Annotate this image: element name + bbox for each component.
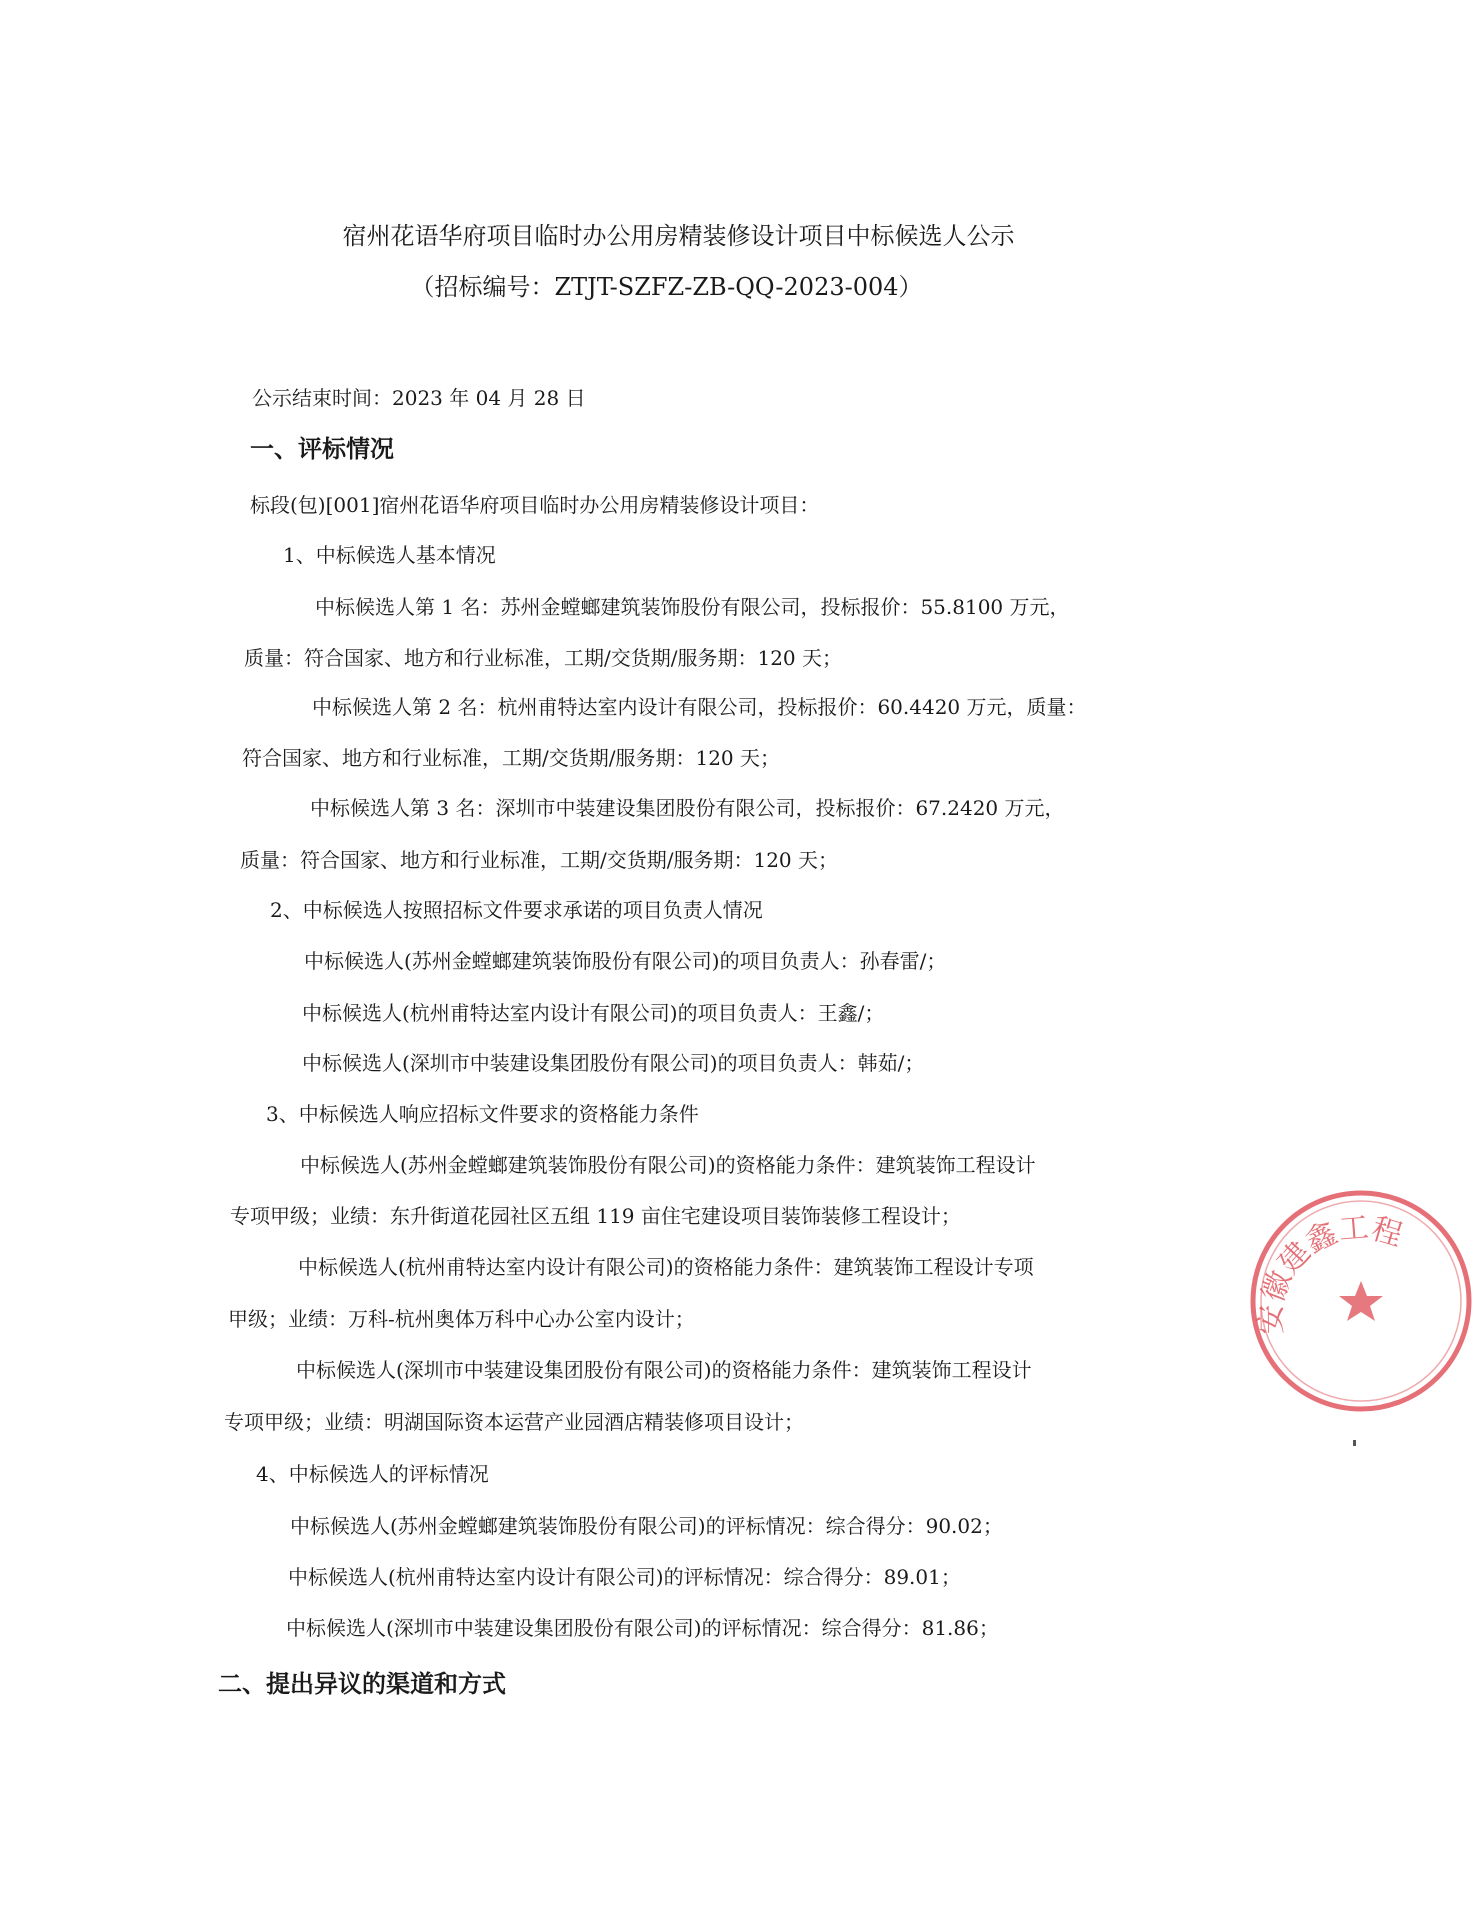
project-manager-1: 中标候选人(苏州金螳螂建筑装饰股份有限公司)的项目负责人：孙春雷/； <box>304 949 947 973</box>
item-heading-qualifications: 3、中标候选人响应招标文件要求的资格能力条件 <box>266 1102 699 1126</box>
score-2: 中标候选人(杭州甫特达室内设计有限公司)的评标情况：综合得分：89.01； <box>288 1565 961 1589</box>
candidate-2-line-1: 中标候选人第 2 名：杭州甫特达室内设计有限公司，投标报价：60.4420 万元，质量： <box>312 695 1087 719</box>
candidate-3-line-1: 中标候选人第 3 名：深圳市中装建设集团股份有限公司，投标报价：67.2420 万元， <box>310 796 1065 820</box>
qualification-3-line-2: 专项甲级；业绩：明湖国际资本运营产业园酒店精装修项目设计； <box>224 1410 804 1434</box>
seal-text: 安徽建鑫工程 <box>1253 1210 1407 1335</box>
section-heading-objection: 二、提出异议的渠道和方式 <box>218 1669 506 1698</box>
project-manager-3: 中标候选人(深圳市中装建设集团股份有限公司)的项目负责人：韩茹/； <box>302 1051 925 1075</box>
project-manager-2: 中标候选人(杭州甫特达室内设计有限公司)的项目负责人：王鑫/； <box>302 1001 885 1025</box>
bid-number: （招标编号：ZTJT-SZFZ-ZB-QQ-2023-004） <box>410 273 923 301</box>
qualification-2-line-2: 甲级；业绩：万科-杭州奥体万科中心办公室内设计； <box>228 1307 695 1331</box>
qualification-1-line-1: 中标候选人(苏州金螳螂建筑装饰股份有限公司)的资格能力条件：建筑装饰工程设计 <box>300 1153 1036 1177</box>
candidate-1-line-2: 质量：符合国家、地方和行业标准，工期/交货期/服务期：120 天； <box>244 646 843 670</box>
scan-artifact <box>1353 1440 1356 1446</box>
company-seal-stamp <box>1246 1186 1476 1416</box>
score-1: 中标候选人(苏州金螳螂建筑装饰股份有限公司)的评标情况：综合得分：90.02； <box>290 1514 1003 1538</box>
item-heading-evaluation-scores: 4、中标候选人的评标情况 <box>256 1462 489 1486</box>
publicity-end-time: 公示结束时间：2023 年 04 月 28 日 <box>252 386 586 410</box>
item-heading-project-manager: 2、中标候选人按照招标文件要求承诺的项目负责人情况 <box>270 898 763 922</box>
svg-text:安徽建鑫工程 <box>1254 1210 1406 1334</box>
candidate-3-line-2: 质量：符合国家、地方和行业标准，工期/交货期/服务期：120 天； <box>240 848 839 872</box>
score-3: 中标候选人(深圳市中装建设集团股份有限公司)的评标情况：综合得分：81.86； <box>286 1616 999 1640</box>
qualification-3-line-1: 中标候选人(深圳市中装建设集团股份有限公司)的资格能力条件：建筑装饰工程设计 <box>296 1358 1032 1382</box>
qualification-1-line-2: 专项甲级；业绩：东升街道花园社区五组 119 亩住宅建设项目装饰装修工程设计； <box>230 1204 961 1228</box>
item-heading-basic-info: 1、中标候选人基本情况 <box>283 543 496 567</box>
document-title: 宿州花语华府项目临时办公用房精装修设计项目中标候选人公示 <box>342 222 1015 250</box>
candidate-1-line-1: 中标候选人第 1 名：苏州金螳螂建筑装饰股份有限公司，投标报价：55.8100 万元， <box>315 595 1070 619</box>
qualification-2-line-1: 中标候选人(杭州甫特达室内设计有限公司)的资格能力条件：建筑装饰工程设计专项 <box>298 1255 1034 1279</box>
candidate-2-line-2: 符合国家、地方和行业标准，工期/交货期/服务期：120 天； <box>242 746 781 770</box>
section-heading-evaluation: 一、评标情况 <box>250 434 394 463</box>
lot-line: 标段(包)[001]宿州花语华府项目临时办公用房精装修设计项目： <box>250 493 820 517</box>
